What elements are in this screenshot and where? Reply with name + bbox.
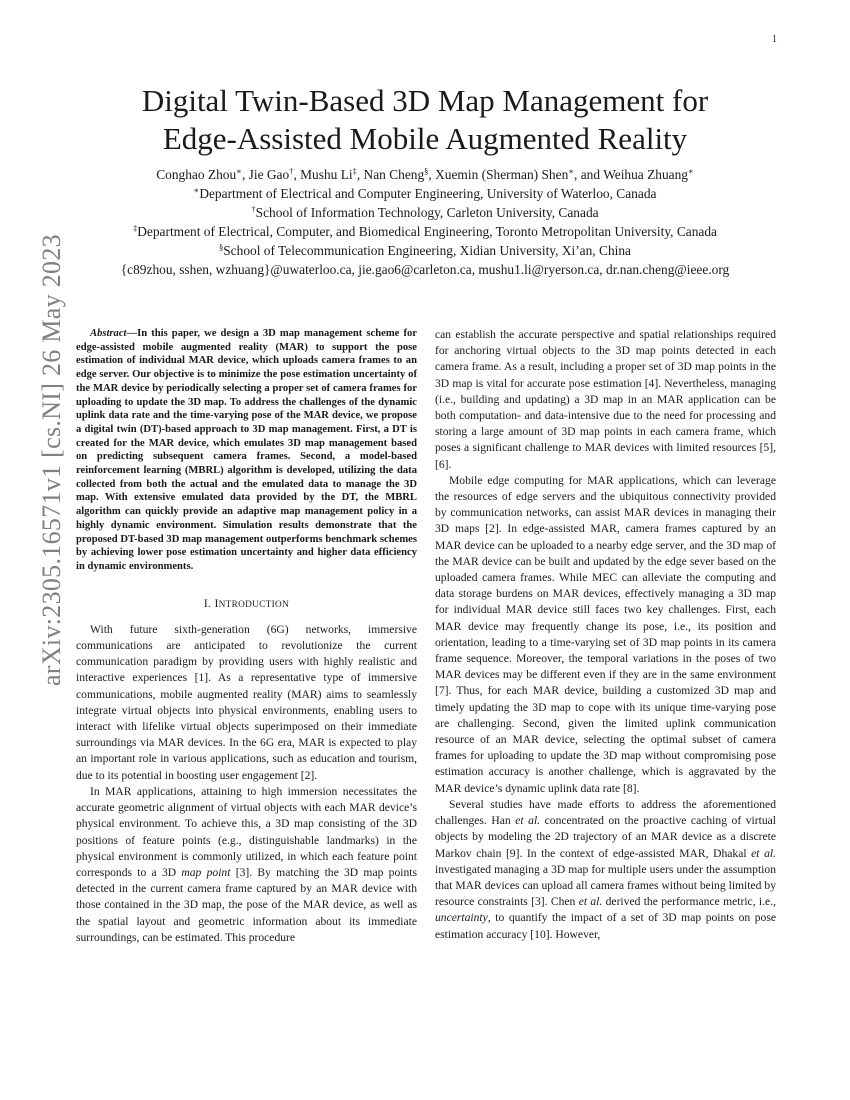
text-run: derived the performance metric, i.e., xyxy=(602,895,776,909)
author-separator: , xyxy=(356,167,364,182)
affiliation-3 xyxy=(60,222,790,241)
affiliation-mark: § xyxy=(218,242,224,252)
emphasis: et al. xyxy=(578,895,603,909)
paper-title xyxy=(80,82,770,158)
title-line-1: Digital Twin-Based 3D Map Management for xyxy=(141,83,709,118)
paragraph xyxy=(76,622,417,784)
author-separator: , xyxy=(428,167,436,182)
author-name: Xuemin (Sherman) Shen xyxy=(435,167,569,182)
arxiv-identifier[interactable]: arXiv:2305.16571v1 [cs.NI] 26 May 2023 xyxy=(37,234,66,686)
affiliation-mark: ∗ xyxy=(193,185,200,195)
right-column xyxy=(435,327,776,943)
left-column xyxy=(76,327,417,946)
author-name: Nan Cheng xyxy=(363,167,425,182)
affiliation-mark: † xyxy=(251,204,256,214)
emphasis: et al. xyxy=(515,814,541,828)
text-run: concentrated on the proactive caching of virtual objects by modeling the 2D trajectory of an MAR device as a discrete Markov chain [9]. In the context of edge-assisted MAR, Dhakal xyxy=(435,814,777,860)
affiliation-mark: ‡ xyxy=(133,223,138,233)
author-separator: , xyxy=(293,167,301,182)
author-affiliation-mark: ∗ xyxy=(688,166,694,176)
text-run: [3]. By matching the 3D map points detected in the current camera frame captured by an MAR device with those contained in the 3D map, the pose of the MAR device, as well as the spatial layout and geometric information about its immediate surroundings, can be estimated. This procedure xyxy=(76,865,417,944)
author-separator: , and xyxy=(574,167,604,182)
author-affiliation-mark: ∗ xyxy=(236,166,242,176)
affiliation-4 xyxy=(60,241,790,260)
author-affiliation-mark: ‡ xyxy=(352,166,357,176)
paragraph xyxy=(435,797,776,943)
abstract-text: —In this paper, we design a 3D map management scheme for edge-assisted mobile augmented reality (MAR) to support the pose estimation of individual MAR device, which uploads camera frames to an edge server. Our objective is to minimize the pose estimation uncertainty of the MAR device by periodically selecting a proper set of camera frames for uploading to update the 3D map. To address the challenges of the dynamic uplink data rate and the time-varying pose of the MAR device, we propose a digital twin (DT)-based approach to 3D map management. First, a DT is created for the MAR device, which emulates 3D map management based on predicting subsequent camera frames. Second, a model-based reinforcement learning (MBRL) algorithm is developed, utilizing the data collected from both the actual and the emulated data to manage the 3D map. With extensive emulated data provided by the DT, the MBRL algorithm can quickly provide an adaptive map management policy in a highly dynamic environment. Simulation results demonstrate that the proposed DT-based 3D map management outperforms benchmark schemes by achieving lower pose estimation uncertainty and higher data efficiency in dynamic environments. xyxy=(76,328,417,572)
page-number: 1 xyxy=(772,34,777,45)
author-affiliation-mark: § xyxy=(424,166,429,176)
author-affiliation-mark: † xyxy=(289,166,294,176)
text-run: In MAR applications, attaining to high immersion necessitates the accurate geometric alignment of virtual objects with each MAR device’s physical environment. To achieve this, a 3D map consisting of the 3D positions of feature points (e.g., distinguishable landmarks) in the physical environment is commonly utilized, in which each feature point corresponds to a 3D xyxy=(76,784,417,879)
author-name: Jie Gao xyxy=(248,167,290,182)
abstract xyxy=(76,327,417,574)
emphasis: uncertainty xyxy=(435,911,488,925)
affiliation-text: School of Information Technology, Carleton University, Canada xyxy=(255,205,599,220)
introduction-body xyxy=(76,622,417,946)
emphasis: et al. xyxy=(751,846,776,860)
author-list xyxy=(60,165,790,184)
affiliation-text: School of Telecommunication Engineering, Xidian University, Xi’an, China xyxy=(223,243,631,258)
author-emails[interactable]: {c89zhou, sshen, wzhuang}@uwaterloo.ca, jie.gao6@carleton.ca, mushu1.li@ryerson.ca, dr.nan.cheng@ieee.org xyxy=(120,262,730,277)
section-heading-introduction: I. INTRODUCTION xyxy=(203,596,290,610)
author-name: Mushu Li xyxy=(300,167,353,182)
author-block xyxy=(60,165,790,279)
text-run: investigated managing a 3D map for multiple users under the assumption that MAR devices can upload all camera frames without being limited by resource constraints [3]. Chen xyxy=(435,862,776,909)
paragraph xyxy=(435,473,776,797)
affiliation-2 xyxy=(60,203,790,222)
emphasis: map point xyxy=(181,865,231,879)
author-separator: , xyxy=(241,167,249,182)
paragraph xyxy=(76,784,417,946)
text-run: With future sixth-generation (6G) networks, immersive communications are anticipated to revolutionize the current communication paradigm by providing users with highly realistic and interactive experiences [1]. As a representative type of immersive communications, mobile augmented reality (MAR) aims to seamlessly integrate virtual objects into physical environments, enabling users to interact with lifelike virtual objects superimposed on their immediate surroundings via MAR devices. In the 6G era, MAR is expected to play an important role in various applications, such as education and tourism, due to its potential in boosting user engagement [2]. xyxy=(76,622,417,782)
paragraph xyxy=(435,327,776,473)
text-run: can establish the accurate perspective and spatial relationships required for anchoring virtual objects to the 3D map points detected in each camera frame. As a result, including a proper set of 3D map points in the 3D map is vital for accurate pose estimation [4]. Nevertheless, managing (i.e., building and updating) a 3D map in an MAR application can be both computation- and data-intensive due to the need for processing and storing a large amount of 3D map points in each camera frame, which poses a significant challenge to MAR devices with limited resources [5], [6]. xyxy=(435,328,776,471)
title-line-2: Edge-Assisted Mobile Augmented Reality xyxy=(162,121,688,156)
introduction-body-continued xyxy=(435,327,776,943)
affiliation-text: Department of Electrical and Computer Engineering, University of Waterloo, Canada xyxy=(199,186,657,201)
text-run: Mobile edge computing for MAR applications, which can leverage the resources of edge servers and the ubiquitous connectivity provided by communication networks, can assist MAR devices in managing their 3D maps [2]. In edge-assisted MAR, camera frames captured by an MAR device can be uploaded to a nearby edge server, and the 3D map of the MAR device can be built and updated by the edge sever based on the uploaded camera frames. While MEC can alleviate the computing and data storage burdens on MAR devices, effectively managing a 3D map for individual MAR device still faces two key challenges. First, each MAR device may frequently change its pose, i.e., its position and orientation, leading to a time-varying set of 3D map points in its camera frame sequence. Moreover, the temporal variations in the poses of two MAR devices may be different even if they are in the same environment [7]. Thus, for each MAR device, building a customized 3D map and timely updating the 3D map to cope with its unique time-varying pose are challenging. Second, given the limited uplink communication resource of an MAR device, selecting the optimal subset of camera frames for uploading to update the 3D map without compromising pose estimation accuracy is another challenge, which is aggravated by the MAR device’s dynamic uplink data rate [8]. xyxy=(435,473,776,795)
author-name: Weihua Zhuang xyxy=(603,167,689,182)
author-affiliation-mark: ∗ xyxy=(568,166,575,176)
author-name: Conghao Zhou xyxy=(156,167,237,182)
text-run: Several studies have made efforts to address the aforementioned challenges. Han xyxy=(435,797,776,828)
affiliation-1 xyxy=(60,184,790,203)
affiliation-text: Department of Electrical, Computer, and Biomedical Engineering, Toronto Metropolitan University, Canada xyxy=(137,224,717,239)
abstract-label: Abstract xyxy=(90,328,127,339)
text-run: , to quantify the impact of a set of 3D map points on pose estimation accuracy [10]. However, xyxy=(435,911,776,941)
